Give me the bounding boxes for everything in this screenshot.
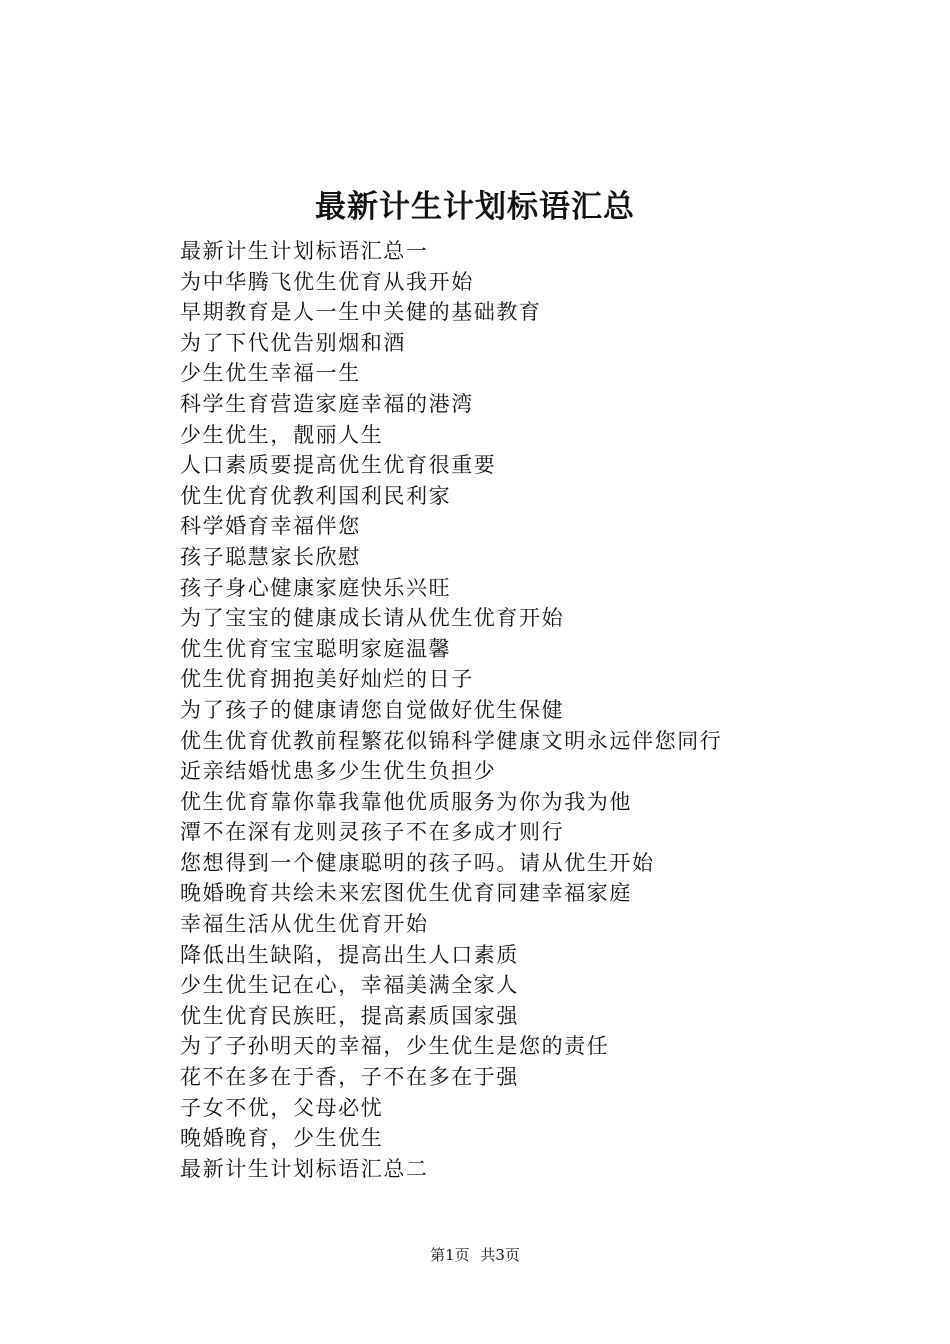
body-line: 为了下代优告别烟和酒 [180,330,406,355]
body-line: 少生优生幸福一生 [180,361,361,386]
body-line: 孩子聪慧家长欣慰 [180,544,361,569]
document-title: 最新计生计划标语汇总 [315,189,635,225]
body-line: 优生优育靠你靠我靠他优质服务为你为我为他 [180,789,632,814]
body-line: 潭不在深有龙则灵孩子不在多成才则行 [180,820,565,845]
body-line: 少生优生记在心，幸福美满全家人 [180,973,519,998]
body-line: 降低出生缺陷，提高出生人口素质 [180,942,519,967]
body-line: 科学婚育幸福伴您 [180,514,361,539]
body-line: 近亲结婚忧患多少生优生负担少 [180,759,497,784]
body-line: 花不在多在于香，子不在多在于强 [180,1065,519,1090]
body-line: 幸福生活从优生优育开始 [180,912,429,937]
body-line: 为了孩子的健康请您自觉做好优生保健 [180,697,565,722]
body-line: 最新计生计划标语汇总一 [180,239,429,263]
body-line: 优生优育宝宝聪明家庭温馨 [180,636,452,661]
page-number: 第1页 [430,1246,470,1264]
page-footer [0,1243,950,1267]
body-line: 早期教育是人一生中关健的基础教育 [180,300,542,325]
body-line: 为了子孙明天的幸福，少生优生是您的责任 [180,1034,610,1059]
body-line: 晚婚晚育，少生优生 [180,1126,384,1151]
body-line: 为中华腾飞优生优育从我开始 [180,269,474,294]
body-line: 为了宝宝的健康成长请从优生优育开始 [180,606,565,631]
body-line: 子女不优，父母必忧 [180,1095,384,1120]
body-line: 优生优育民族旺，提高素质国家强 [180,1003,519,1028]
body-line: 优生优育优教利国利民利家 [180,483,452,508]
body-line: 人口素质要提高优生优育很重要 [180,453,497,478]
body-line: 优生优育拥抱美好灿烂的日子 [180,667,474,692]
body-line: 您想得到一个健康聪明的孩子吗。请从优生开始 [180,850,655,875]
body-line: 孩子身心健康家庭快乐兴旺 [180,575,452,600]
body-line: 优生优育优教前程繁花似锦科学健康文明永远伴您同行 [180,728,723,753]
body-line: 最新计生计划标语汇总二 [180,1156,429,1181]
page-count: 共3页 [480,1246,520,1264]
body-line: 少生优生，靓丽人生 [180,422,384,447]
body-line: 晚婚晚育共绘未来宏图优生优育同建幸福家庭 [180,881,632,906]
document-body [180,236,920,1184]
body-line: 科学生育营造家庭幸福的港湾 [180,391,474,416]
